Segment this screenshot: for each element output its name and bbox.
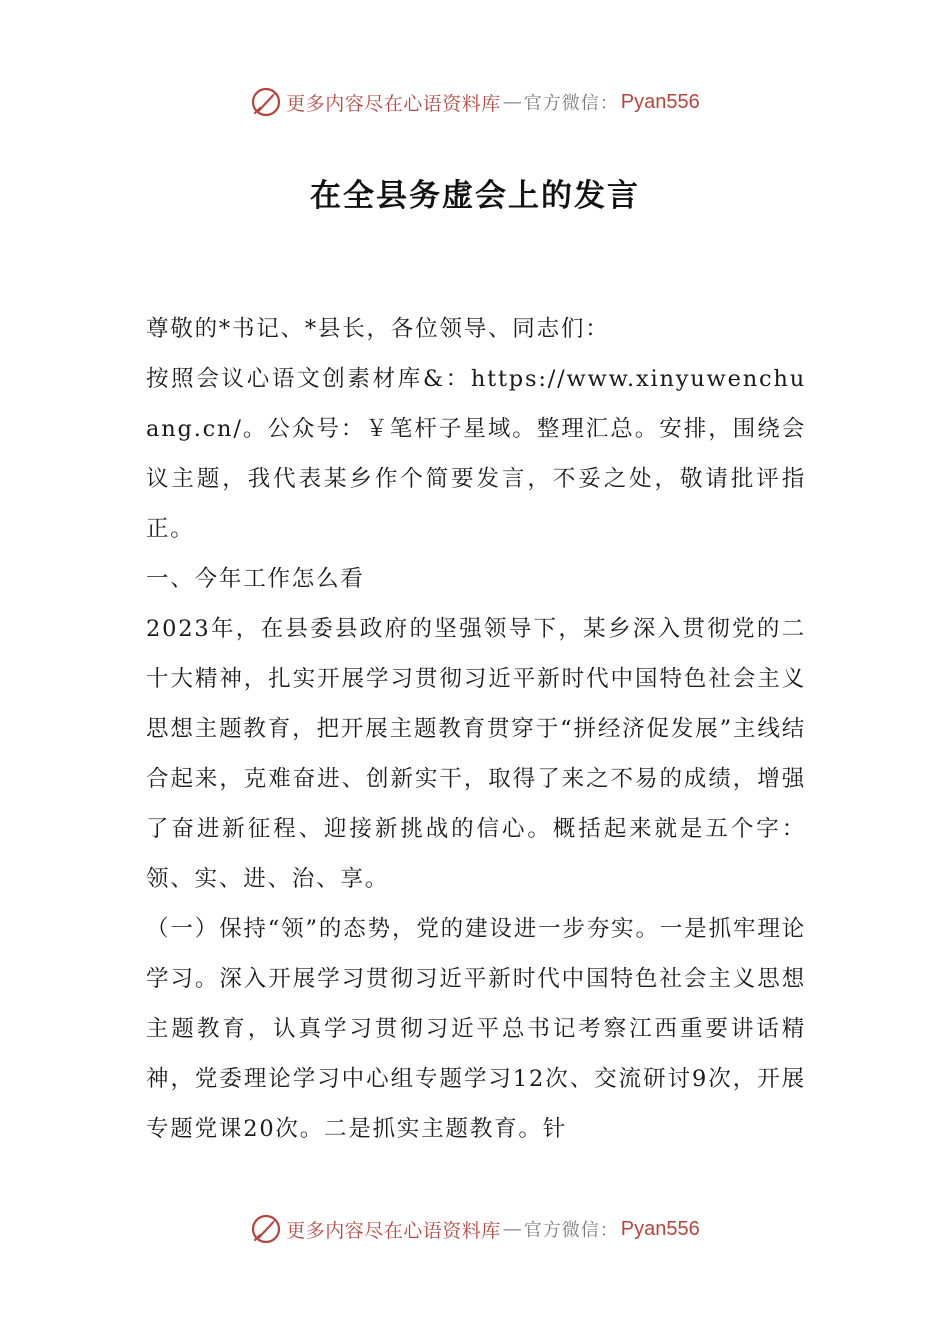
- banner-brand-text: 更多内容尽在心语资料库: [286, 92, 501, 115]
- subsection-paragraph: （一）保持“领”的态势，党的建设进一步夯实。一是抓牢理论学习。深入开展学习贯彻习近平新时代中国特色社会主义思想主题教育，认真学习贯彻习近平总书记考察江西重要讲话精神，党委理论学习中心组专题学习12次、交流研讨9次，开展专题党课20次。二是抓实主题教育。针: [146, 916, 806, 1142]
- document-title: 在全县务虚会上的发言: [310, 178, 640, 214]
- intro-paragraph: 按照会议心语文创素材库&：https://www.xinyuwenchuang.cn/。公众号：￥笔杆子星域。整理汇总。安排，围绕会议主题，我代表某乡作个简要发言，不妥之处，敬请批评指正。: [146, 366, 806, 542]
- document-body: [146, 304, 806, 1154]
- quill-pen-logo-icon: [250, 86, 282, 118]
- header-banner: [0, 82, 950, 122]
- banner-dash: —: [502, 1218, 522, 1240]
- footer-banner: [0, 1209, 950, 1249]
- banner-brand-text: 更多内容尽在心语资料库: [286, 1219, 501, 1242]
- section-heading: 一、今年工作怎么看: [146, 566, 365, 592]
- banner-wechat-label: 官方微信：: [523, 1220, 619, 1241]
- quill-pen-logo-icon: [250, 1213, 282, 1245]
- banner-wechat-label: 官方微信：: [523, 93, 619, 114]
- banner-wechat-id: Pyan556: [620, 1217, 700, 1240]
- banner-wechat-id: Pyan556: [620, 90, 700, 113]
- summary-paragraph: 2023年，在县委县政府的坚强领导下，某乡深入贯彻党的二十大精神，扎实开展学习贯彻习近平新时代中国特色社会主义思想主题教育，把开展主题教育贯穿于“拼经济促发展”主线结合起来，克难奋进、创新实干，取得了来之不易的成绩，增强了奋进新征程、迎接新挑战的信心。概括起来就是五个字：领、实、进、治、享。: [146, 616, 806, 892]
- banner-dash: —: [502, 91, 522, 113]
- salutation-paragraph: 尊敬的*书记、*县长，各位领导、同志们：: [146, 316, 610, 342]
